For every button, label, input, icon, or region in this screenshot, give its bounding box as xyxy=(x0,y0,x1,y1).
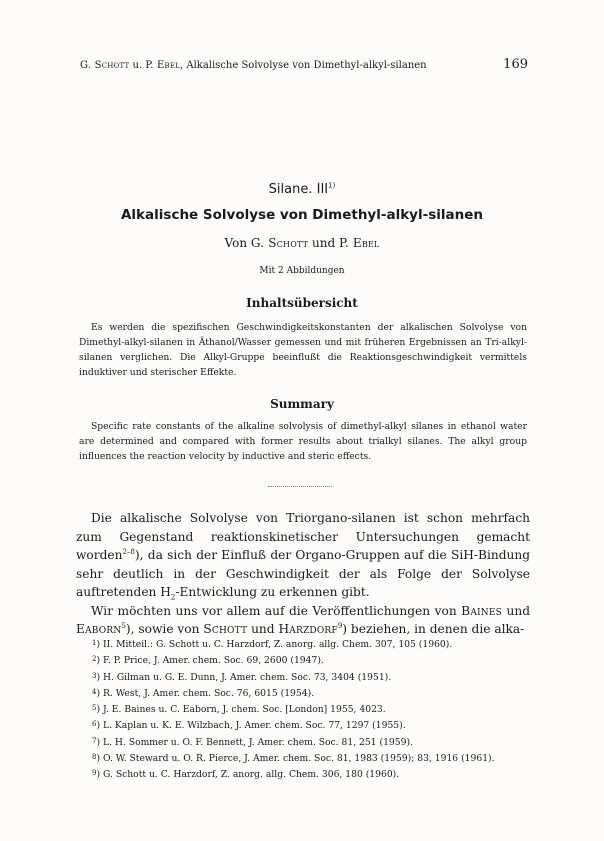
footnote: $^8$) O. W. Steward u. O. R. Pierce, J. Amer. chem. Soc. 81, 1983 (1959); 83, 1916 (1961). xyxy=(92,753,495,765)
series-title: Silane. III$^{1)}$ xyxy=(268,181,336,197)
footnote: $^7$) L. H. Sommer u. O. F. Bennett, J. Amer. chem. Soc. 81, 251 (1959). xyxy=(92,736,413,748)
footnote: $^6$) L. Kaplan u. K. E. Wilzbach, J. Amer. chem. Soc. 77, 1297 (1955). xyxy=(92,720,406,732)
footnote: $^1$) II. Mitteil.: G. Schott u. C. Harzdorf, Z. anorg. allg. Chem. 307, 105 (1960). xyxy=(92,639,453,650)
body-text xyxy=(76,509,530,639)
figures-note: Mit 2 Abbildungen xyxy=(259,266,345,276)
page-number: 169 xyxy=(503,57,528,72)
body-paragraph: Wir möchten uns vor allem auf die Veröffentlichungen von Baines und Eaborn$^5$), sowie von Schott und Harzdorf$^9$) beziehen, in denen die alka- xyxy=(76,603,530,636)
running-header xyxy=(80,57,528,72)
running-title: G. Schott u. P. Ebel, Alkalische Solvolyse von Dimethyl-alkyl-silanen xyxy=(80,60,427,71)
footnote: $^9$) G. Schott u. C. Harzdorf, Z. anorg. allg. Chem. 306, 180 (1960). xyxy=(92,769,400,781)
footnote: $^4$) R. West, J. Amer. chem. Soc. 76, 6015 (1954). xyxy=(92,687,315,699)
article-authors: Von G. Schott und P. Ebel xyxy=(224,236,380,250)
abstract-en: Specific rate constants of the alkaline solvolysis of dimethyl-alkyl silanes in ethanol water are determined and compared with former results about trialkyl silanes. The alkyl group influences the reaction velocity by inductive and steric effects. xyxy=(79,421,527,462)
footnote: $^5$) J. E. Baines u. C. Eaborn, J. chem. Soc. [London] 1955, 4023. xyxy=(92,704,386,716)
abstract-heading-de: Inhaltsübersicht xyxy=(246,296,358,310)
series-footnote-ref: 1) xyxy=(328,181,336,190)
abstract-heading-en: Summary xyxy=(270,397,334,411)
section-divider xyxy=(268,486,332,487)
article-title: Alkalische Solvolyse von Dimethyl-alkyl-silanen xyxy=(120,207,483,223)
footnotes xyxy=(78,636,528,783)
footnote: $^2$) F. P. Price, J. Amer. chem. Soc. 69, 2600 (1947). xyxy=(92,655,324,667)
abstract-de: Es werden die spezifischen Geschwindigkeitskonstanten der alkalischen Solvolyse von Dimethyl-alkyl-silanen in Äthanol/Wasser gemessen und mit früheren Ergebnissen an Tri-alkyl-silanen verglichen. Die Alkyl-Gruppe beeinflußt die Reaktionsgeschwindigkeit vermittels induktiver und sterischer Effekte. xyxy=(79,322,527,378)
body-paragraph: Die alkalische Solvolyse von Triorgano-silanen ist schon mehrfach zum Gegenstand reaktionskinetischer Untersuchungen gemacht worden$^{2-8}$), da sich der Einfluß der Organo-Gruppen auf die SiH-Bindung sehr deutlich in der Geschwindigkeit der als Folge der Solvolyse auftretenden $H_2$-Entwicklung zu erkennen gibt. xyxy=(76,511,530,602)
footnote: $^3$) H. Gilman u. G. E. Dunn, J. Amer. chem. Soc. 73, 3404 (1951). xyxy=(92,671,392,683)
